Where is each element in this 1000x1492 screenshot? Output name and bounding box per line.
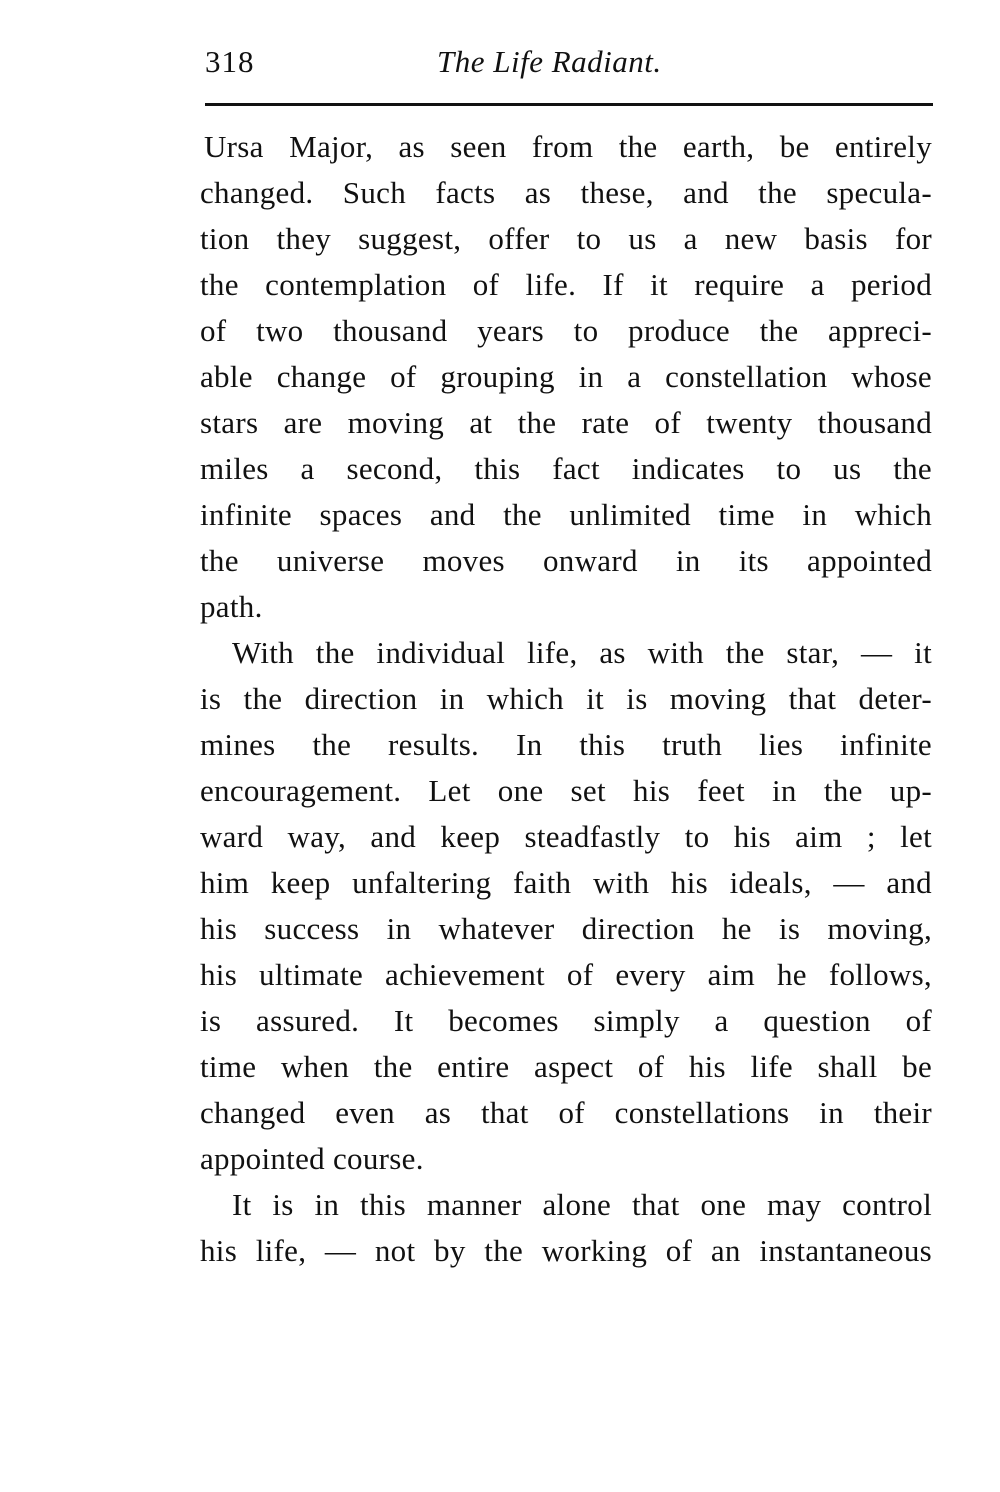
text-line: Ursa Major, as seen from the earth, be entirely bbox=[204, 129, 932, 164]
running-title: The Life Radiant. bbox=[437, 44, 662, 79]
text-line: the universe moves onward in its appointed bbox=[200, 543, 932, 578]
text-line: his ultimate achievement of every aim he follows, bbox=[200, 957, 932, 992]
text-line: appointed course. bbox=[200, 1141, 424, 1176]
paragraph bbox=[200, 1182, 932, 1274]
text-line: him keep unfaltering faith with his ideals, — and bbox=[200, 865, 932, 900]
text-line: tion they suggest, offer to us a new basis for bbox=[200, 221, 932, 256]
text-line: changed even as that of constellations in their bbox=[200, 1095, 932, 1130]
text-line: encouragement. Let one set his feet in the up- bbox=[200, 773, 932, 808]
text-line: his life, — not by the working of an instantaneous bbox=[200, 1233, 932, 1268]
text-line: changed. Such facts as these, and the specula- bbox=[200, 175, 932, 210]
text-line: his success in whatever direction he is moving, bbox=[200, 911, 932, 946]
page-header bbox=[205, 44, 933, 88]
text-line: infinite spaces and the unlimited time in which bbox=[200, 497, 932, 532]
text-line: is the direction in which it is moving that deter- bbox=[200, 681, 932, 716]
text-line: time when the entire aspect of his life shall be bbox=[200, 1049, 932, 1084]
text-line: path. bbox=[200, 589, 263, 624]
text-line: is assured. It becomes simply a question of bbox=[200, 1003, 932, 1038]
text-line: miles a second, this fact indicates to us the bbox=[200, 451, 932, 486]
text-line: able change of grouping in a constellation whose bbox=[200, 359, 932, 394]
paragraph bbox=[200, 630, 932, 1182]
text-line: stars are moving at the rate of twenty thousand bbox=[200, 405, 932, 440]
body-text bbox=[200, 124, 932, 1274]
text-line: mines the results. In this truth lies infinite bbox=[200, 727, 932, 762]
text-line: It is in this manner alone that one may control bbox=[232, 1187, 932, 1222]
text-line: With the individual life, as with the star, — it bbox=[232, 635, 932, 670]
text-line: the contemplation of life. If it require a period bbox=[200, 267, 932, 302]
header-rule bbox=[205, 103, 933, 106]
page-number: 318 bbox=[205, 44, 255, 79]
text-line: of two thousand years to produce the appreci- bbox=[200, 313, 932, 348]
text-line: ward way, and keep steadfastly to his aim ; let bbox=[200, 819, 932, 854]
paragraph bbox=[200, 124, 932, 630]
